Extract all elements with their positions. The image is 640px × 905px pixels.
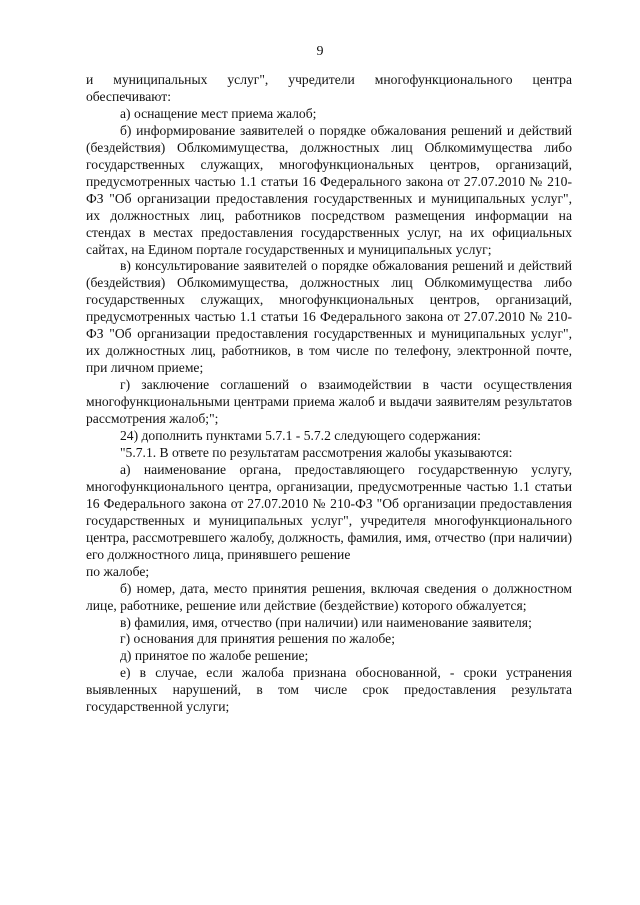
paragraph-5-7-1-item-a-tail: по жалобе; (86, 563, 150, 579)
paragraph-item-v: в) консультирование заявителей о порядке обжалования решений и действий (бездействия) Облкомимущества, должностных лиц Облкомимущества либо государственных служащих, многофункциональных центров, организаций, предусмотренных частью 1.1 статьи 16 Федерального закона от 27.07.2010 № 210-ФЗ "Об организации предоставления государственных и муниципальных услуг", их должностных лиц, работников, в том числе по телефону, электронной почте, при личном приеме; (86, 258, 572, 376)
paragraph-amendment-24: 24) дополнить пунктами 5.7.1 - 5.7.2 следующего содержания: (120, 428, 481, 444)
paragraph-5-7-1-item-e: е) в случае, если жалоба признана обоснованной, - сроки устранения выявленных нарушений, в том числе срок предоставления результата государственной услуги; (86, 665, 572, 715)
paragraph-continuation: и муниципальных услуг", учредители многофункционального центра обеспечивают: (86, 72, 572, 104)
paragraph-5-7-1-item-g: г) основания для принятия решения по жалобе; (120, 631, 395, 647)
paragraph-item-a: а) оснащение мест приема жалоб; (120, 105, 317, 121)
paragraph-item-b: б) информирование заявителей о порядке обжалования решений и действий (бездействия) Облкомимущества, должностных лиц Облкомимущества либо государственных служащих, многофункциональных центров, организаций, предусмотренных частью 1.1 статьи 16 Федерального закона от 27.07.2010 № 210-ФЗ "Об организации предоставления государственных и муниципальных услуг", их должностных лиц, работников посредством размещения информации на стендах в местах предоставления государственных услуг, на их официальных сайтах, на Едином портале государственных и муниципальных услуг; (86, 122, 572, 257)
document-body (86, 72, 572, 716)
paragraph-item-g: г) заключение соглашений о взаимодействии в части осуществления многофункциональными центрами приема жалоб и выдачи заявителям результатов рассмотрения жалоб;"; (86, 377, 572, 427)
paragraph-5-7-1-item-d: д) принятое по жалобе решение; (120, 648, 309, 664)
page-number: 9 (316, 44, 324, 59)
paragraph-5-7-1-item-b: б) номер, дата, место принятия решения, включая сведения о должностном лице, работнике, решение или действие (бездействие) которого обжалуется; (86, 580, 572, 613)
paragraph-5-7-1-item-v: в) фамилия, имя, отчество (при наличии) или наименование заявителя; (120, 614, 532, 630)
paragraph-5-7-1-item-a: а) наименование органа, предоставляющего государственную услугу, многофункционального центра, организации, предусмотренные частью 1.1 статьи 16 Федерального закона от 27.07.2010 № 210-ФЗ "Об организации предоставления государственных и муниципальных услуг", учредителя многофункционального центра, рассмотревшего жалобу, должность, фамилия, имя, отчество (при наличии) его должностного лица, принявшего решение (86, 461, 572, 562)
paragraph-5-7-1-heading: "5.7.1. В ответе по результатам рассмотрения жалобы указываются: (120, 444, 513, 460)
